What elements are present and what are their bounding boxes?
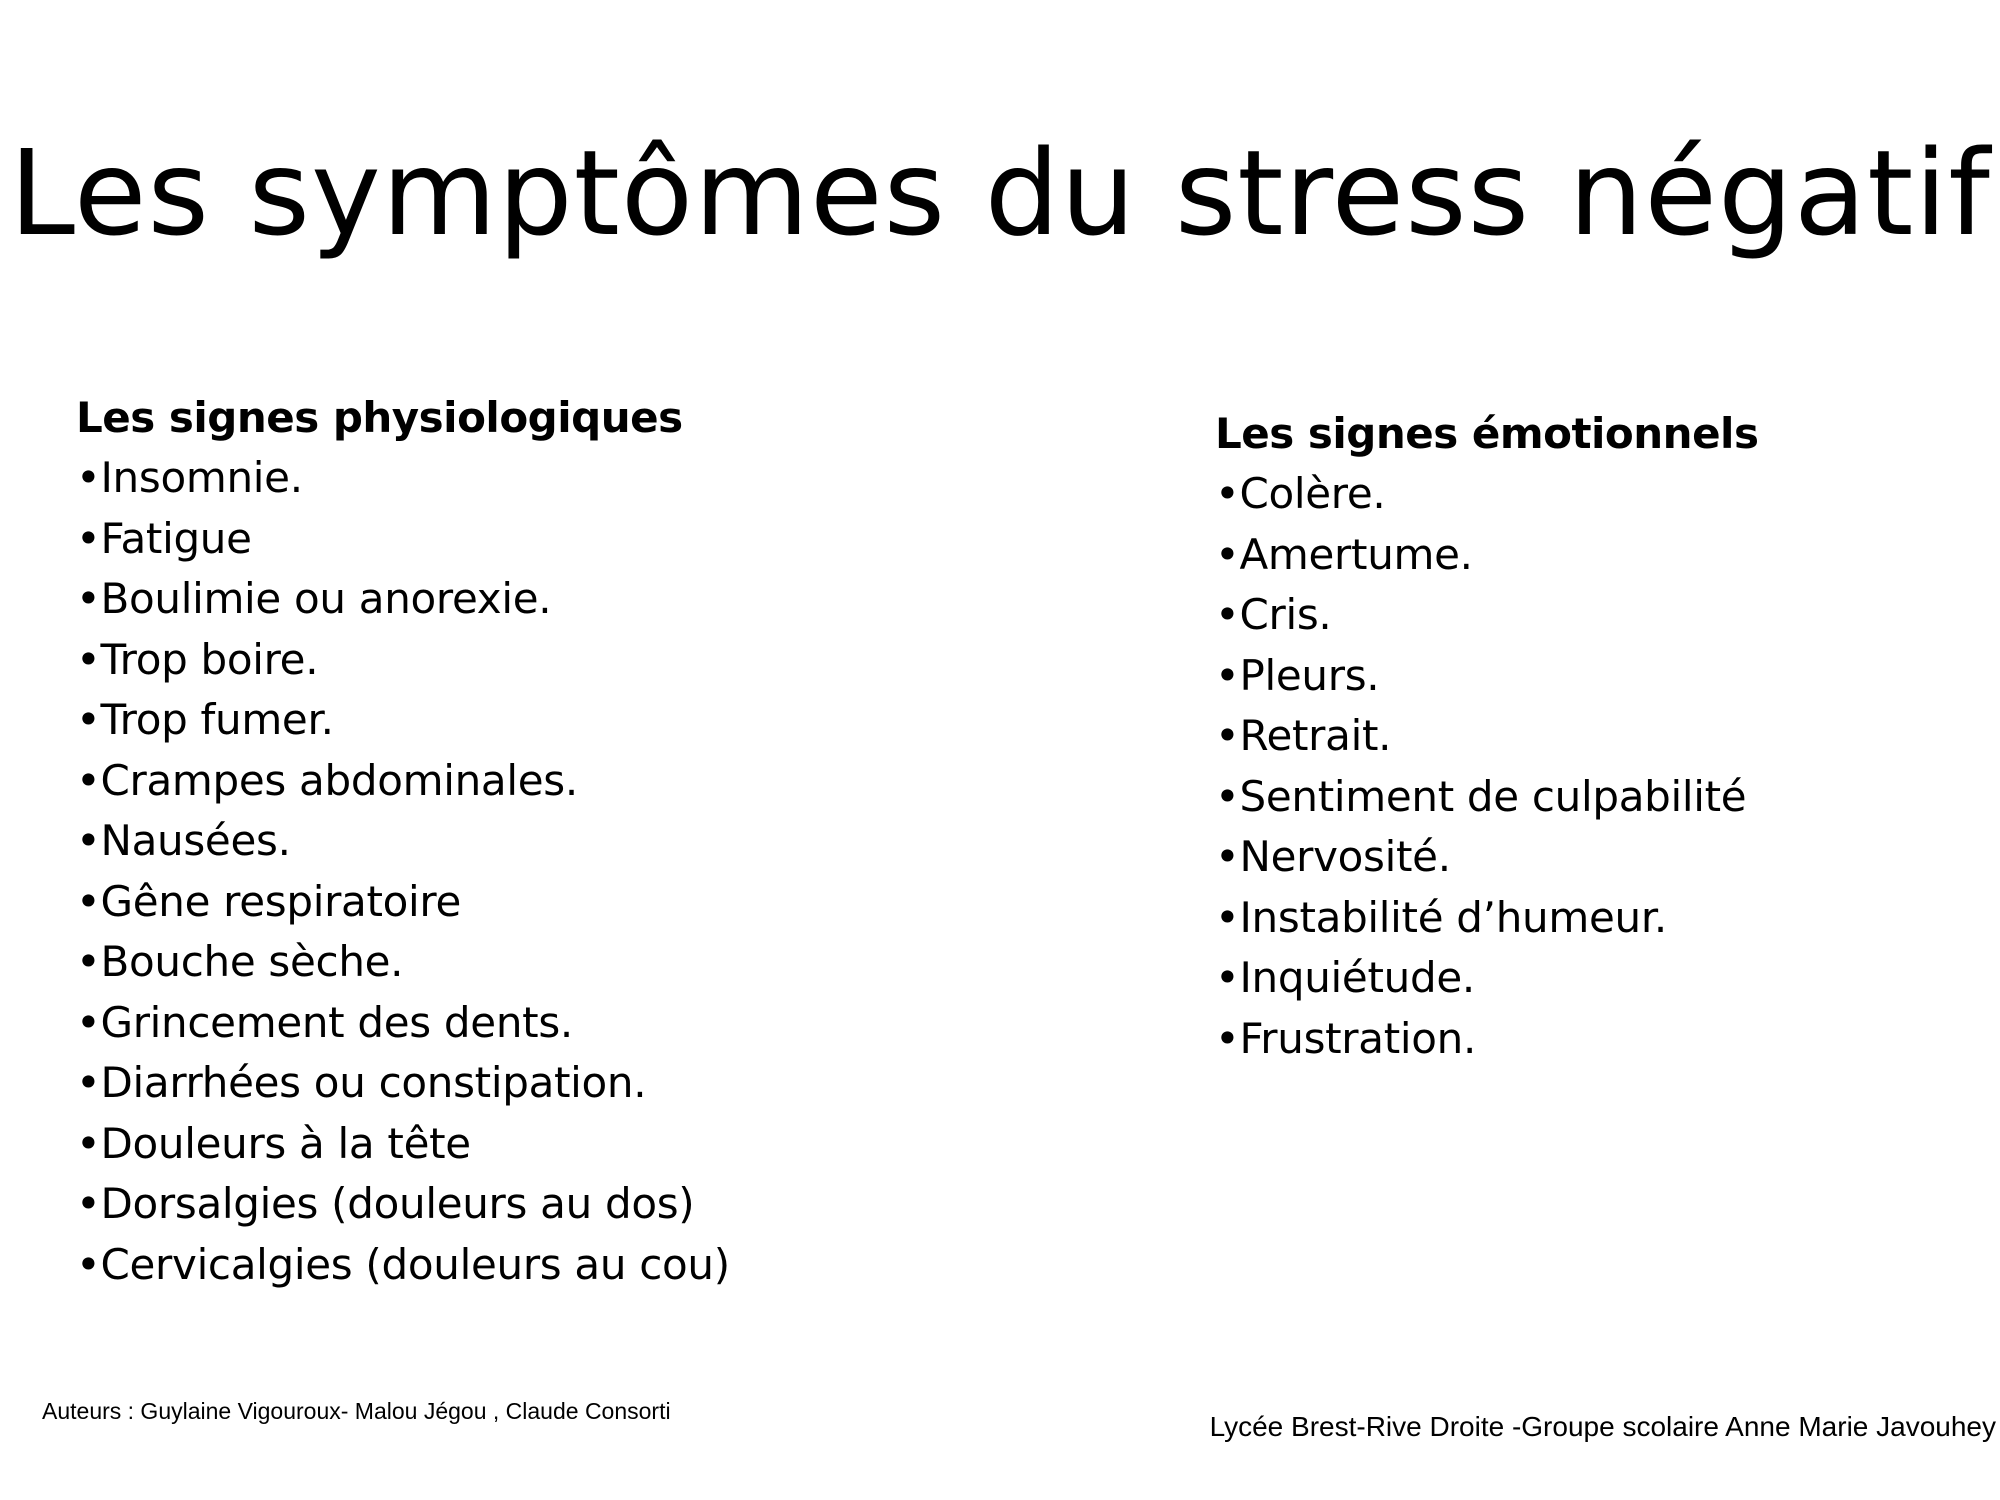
- physiological-signs-list: [76, 448, 1076, 1295]
- list-item: •Grincement des dents.: [76, 997, 573, 1047]
- list-item: •Insomnie.: [76, 453, 303, 502]
- list-item: •Cris.: [1215, 590, 1332, 639]
- physiological-signs-section: [76, 388, 1076, 1295]
- footer-authors: Auteurs : Guylaine Vigouroux- Malou Jégou , Claude Consorti: [42, 1398, 671, 1424]
- list-item: •Colère.: [1215, 469, 1386, 518]
- list-item: •Fatigue: [76, 513, 252, 563]
- list-item: •Diarrhées ou constipation.: [76, 1058, 647, 1107]
- list-item: •Nervosité.: [1215, 832, 1451, 881]
- slide-title: Les symptômes du stress négatif: [9, 124, 1991, 262]
- footer-school: Lycée Brest-Rive Droite -Groupe scolaire Anne Marie Javouhey: [1209, 1411, 1996, 1442]
- list-item: •Trop fumer.: [76, 695, 334, 744]
- list-item: •Cervicalgies (douleurs au cou): [76, 1239, 730, 1289]
- list-item: •Bouche sèche.: [76, 937, 404, 986]
- list-item: •Amertume.: [1215, 529, 1473, 579]
- list-item: •Instabilité d’humeur.: [1215, 892, 1667, 942]
- physiological-signs-heading: Les signes physiologiques: [76, 393, 683, 442]
- list-item: •Frustration.: [1215, 1013, 1477, 1063]
- list-item: •Trop boire.: [76, 634, 319, 684]
- list-item: •Inquiétude.: [1215, 953, 1475, 1002]
- emotional-signs-section: [1215, 404, 1975, 1069]
- list-item: •Pleurs.: [1215, 650, 1380, 700]
- emotional-signs-heading: Les signes émotionnels: [1215, 409, 1759, 458]
- list-item: •Boulimie ou anorexie.: [76, 574, 552, 623]
- list-item: •Nausées.: [76, 816, 291, 865]
- list-item: •Retrait.: [1215, 711, 1392, 760]
- list-item: •Gêne respiratoire: [76, 876, 461, 926]
- list-item: •Douleurs à la tête: [76, 1118, 471, 1168]
- list-item: •Crampes abdominales.: [76, 755, 578, 805]
- emotional-signs-list: [1215, 464, 1975, 1069]
- list-item: •Sentiment de culpabilité: [1215, 771, 1747, 821]
- list-item: •Dorsalgies (douleurs au dos): [76, 1179, 695, 1228]
